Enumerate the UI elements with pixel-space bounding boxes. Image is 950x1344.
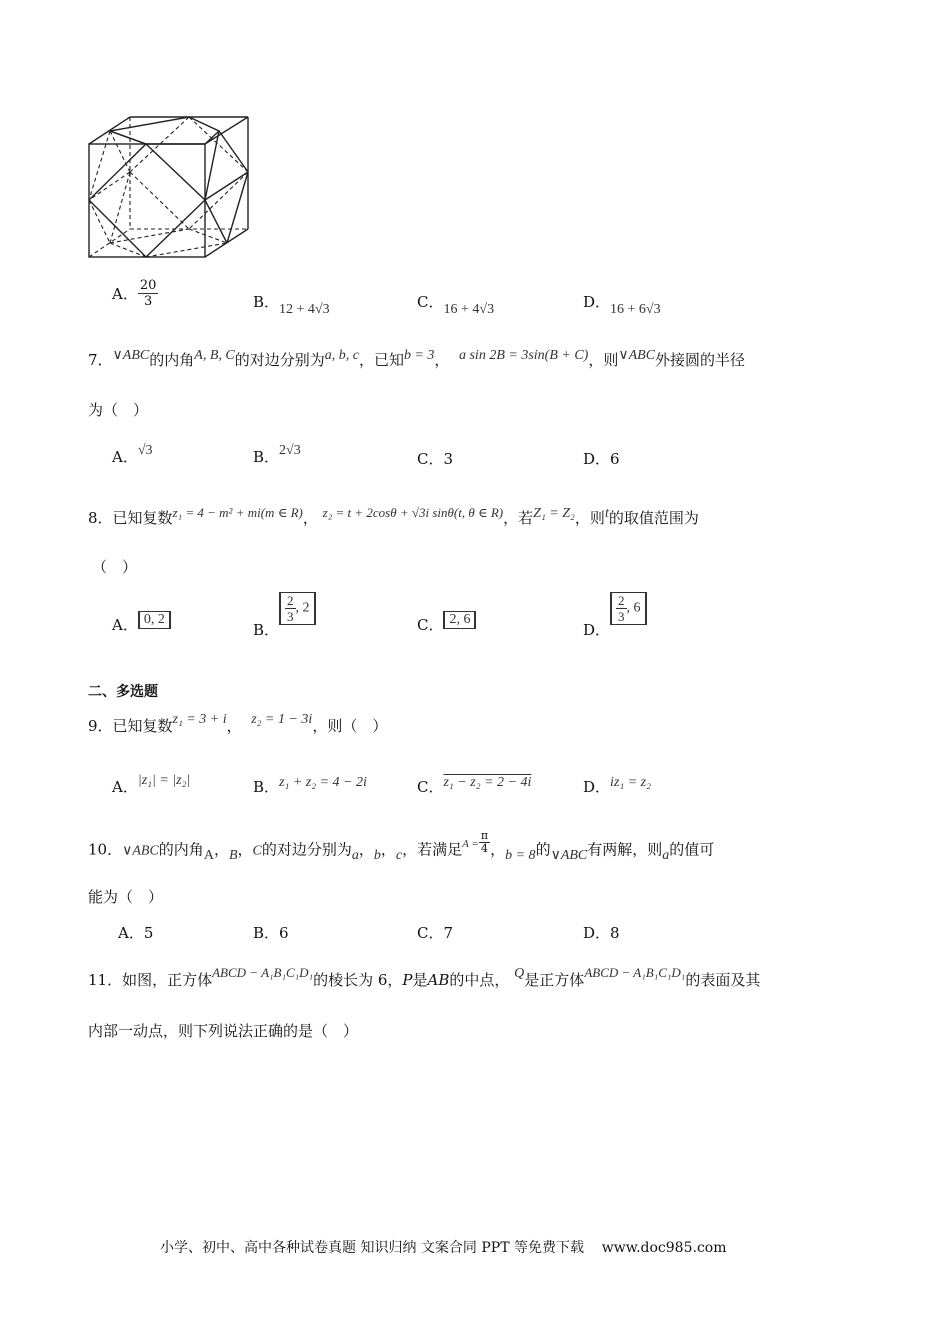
q6-option-b[interactable]: B．12 + 4√3 <box>253 293 330 317</box>
q6-option-a-value: $\frac{20}{3}$ <box>139 278 157 309</box>
section-heading: 二、多选题 <box>88 684 158 700</box>
q7-stem: 7．∨ABC的内角A, B, C的对边分别为a, b, c，已知b = 3， a sin 2B = 3sin(B + C)，则∨ABC外接圆的半径 <box>88 348 746 369</box>
q9-stem: 9．已知复数z₁ = 3 + i， z₂ = 1 − 3i，则（ ） <box>88 712 388 735</box>
q9-option-c[interactable]: C．z₁ − z₂ = 2 − 4i <box>417 775 532 796</box>
q6-option-d-value: 16 + 6√3 <box>610 302 661 317</box>
q7-option-d[interactable]: D．6 <box>583 450 620 468</box>
q6-option-d[interactable]: D．16 + 6√3 <box>583 293 661 317</box>
q7-option-a[interactable]: A．√3 <box>112 443 153 466</box>
footer <box>160 1237 726 1257</box>
q8-option-c[interactable]: C． 2, 6 <box>417 614 476 635</box>
q7-option-b[interactable]: B．2√3 <box>253 443 301 466</box>
q10-option-d[interactable]: D．8 <box>583 924 620 942</box>
q7-option-c[interactable]: C．3 <box>417 450 454 468</box>
q10-option-b[interactable]: B．6 <box>253 924 289 942</box>
q10-option-a[interactable]: A．5 <box>118 924 154 942</box>
cube-figure <box>86 114 252 260</box>
q6-option-a[interactable] <box>112 278 158 309</box>
q10-stem: 10．∨ABC的内角A，B，C的对边分别为a，b，c，若满足$^{A =}$ $\frac{\pi}{4}$ ，b = 8的∨ABC有两解，则a的值可 <box>88 829 715 863</box>
footer-url[interactable]: www.doc985.com <box>601 1240 727 1256</box>
q9-option-d[interactable]: D．iz₁ = z₂ <box>583 775 651 796</box>
q8-option-d[interactable]: D． $\frac{2}{3}$ , 6 <box>583 592 647 625</box>
q8-option-a[interactable]: A． 0, 2 <box>112 614 171 635</box>
q8-stem-cont: （ ） <box>92 558 138 576</box>
q6-option-b-value: 12 + 4√3 <box>279 302 330 317</box>
q6-option-a-label: A． <box>112 285 138 303</box>
q11-stem: 11．如图，正方体ABCD − A₁B₁C₁D₁的棱长为 6，P是AB的中点， Q是正方体ABCD − A₁B₁C₁D₁的表面及其 <box>88 965 761 989</box>
q8-stem: 8．已知复数z₁ = 4 − m² + mi(m ∈ R)， z₂ = t + 2cosθ + √3i sinθ(t, θ ∈ R)，若Z₁ = Z₂，则t的取值范围为 <box>88 505 699 527</box>
q8-option-b[interactable]: B． $\frac{2}{3}$ , 2 <box>253 592 316 625</box>
q9-option-b[interactable]: B．z₁ + z₂ = 4 − 2i <box>253 775 367 796</box>
q6-option-c-value: 16 + 4√3 <box>443 302 495 317</box>
q10-stem-cont: 能为（ ） <box>88 888 164 906</box>
q6-option-c[interactable]: C．16 + 4√3 <box>417 293 495 317</box>
footer-text: 小学、初中、高中各种试卷真题 知识归纳 文案合同 PPT 等免费下载 <box>160 1240 584 1256</box>
q7-stem-cont: 为（ ） <box>88 401 149 419</box>
q10-option-c[interactable]: C．7 <box>417 924 454 942</box>
q9-option-a[interactable]: A．|z₁| = |z₂| <box>112 773 191 796</box>
q11-stem-cont: 内部一动点，则下列说法正确的是（ ） <box>88 1022 359 1040</box>
